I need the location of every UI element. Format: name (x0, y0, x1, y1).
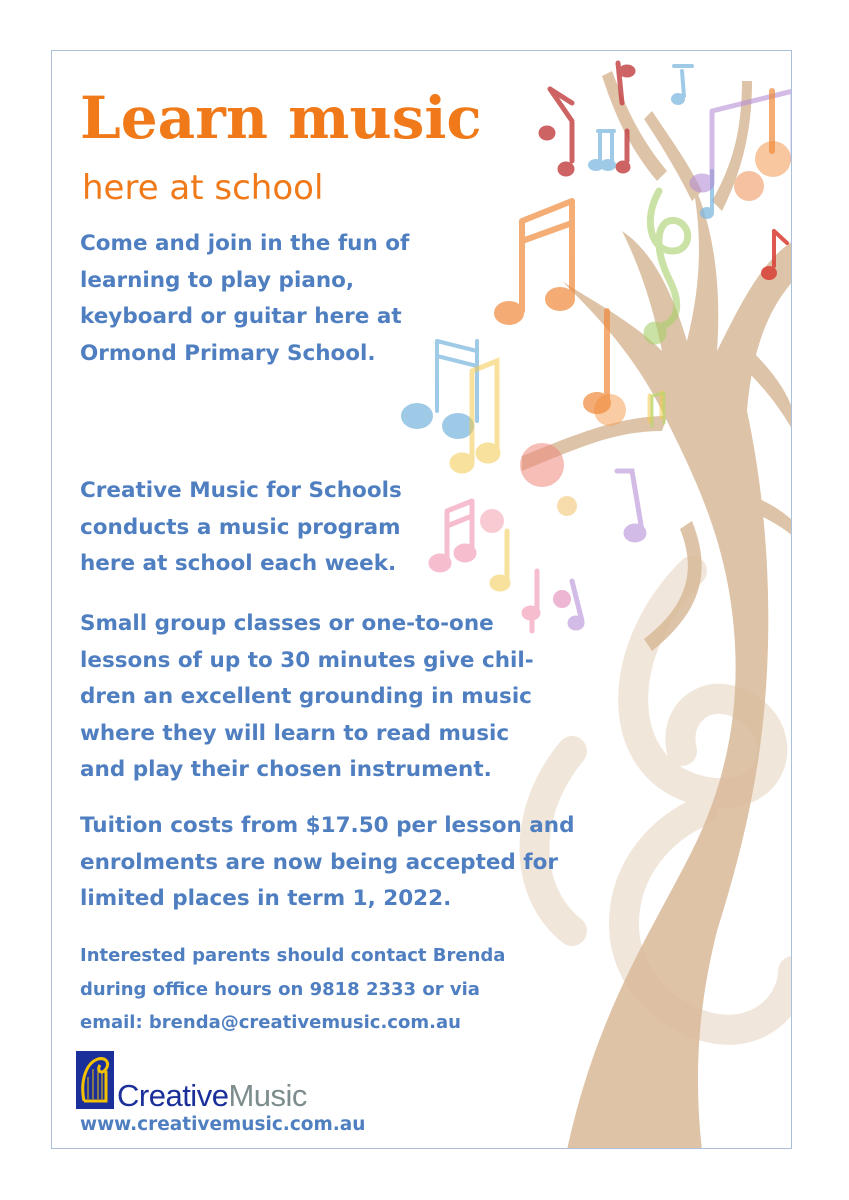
logo-wordmark (117, 1080, 307, 1111)
logo-word-music: Music (228, 1078, 307, 1113)
contact-paragraph (80, 939, 505, 1040)
intro-line: Ormond Primary School. (80, 340, 376, 366)
classes-line: where they will learn to read music (80, 720, 510, 746)
intro-line: Come and join in the fun of (80, 231, 410, 256)
classes-line: and play their chosen instrument. (80, 757, 492, 782)
logo-word-creative: Creative (117, 1078, 229, 1113)
headline-subtitle: here at school (82, 168, 324, 208)
classes-line: Small group classes or one-to-one (80, 611, 494, 636)
contact-line: during office hours on 9818 2333 or via (80, 978, 480, 1000)
tuition-line: enrolments are now being accepted for (80, 849, 559, 875)
tuition-line: limited places in term 1, 2022. (80, 886, 452, 911)
intro-paragraph (80, 226, 409, 372)
tuition-paragraph (80, 808, 575, 918)
harp-logo-icon (76, 1051, 114, 1109)
contact-line: email: brenda@creativemusic.com.au (80, 1012, 461, 1033)
intro-line: learning to play piano, (80, 267, 355, 293)
contact-line: Interested parents should contact Brenda (80, 945, 506, 966)
program-line: conducts a music program (80, 514, 401, 540)
program-paragraph (80, 473, 402, 583)
classes-paragraph (80, 606, 534, 789)
tuition-line: Tuition costs from $17.50 per lesson and (80, 813, 575, 838)
intro-line: keyboard or guitar here at (80, 304, 402, 329)
program-line: Creative Music for Schools (80, 478, 402, 503)
website-link[interactable]: www.creativemusic.com.au (80, 1114, 366, 1135)
headline-title: Learn music (80, 84, 482, 152)
program-line: here at school each week. (80, 551, 397, 576)
classes-line: dren an excellent grounding in music (80, 684, 532, 709)
creative-music-logo (76, 1051, 307, 1113)
classes-line: lessons of up to 30 minutes give chil- (80, 647, 534, 673)
flyer-frame (51, 50, 792, 1149)
